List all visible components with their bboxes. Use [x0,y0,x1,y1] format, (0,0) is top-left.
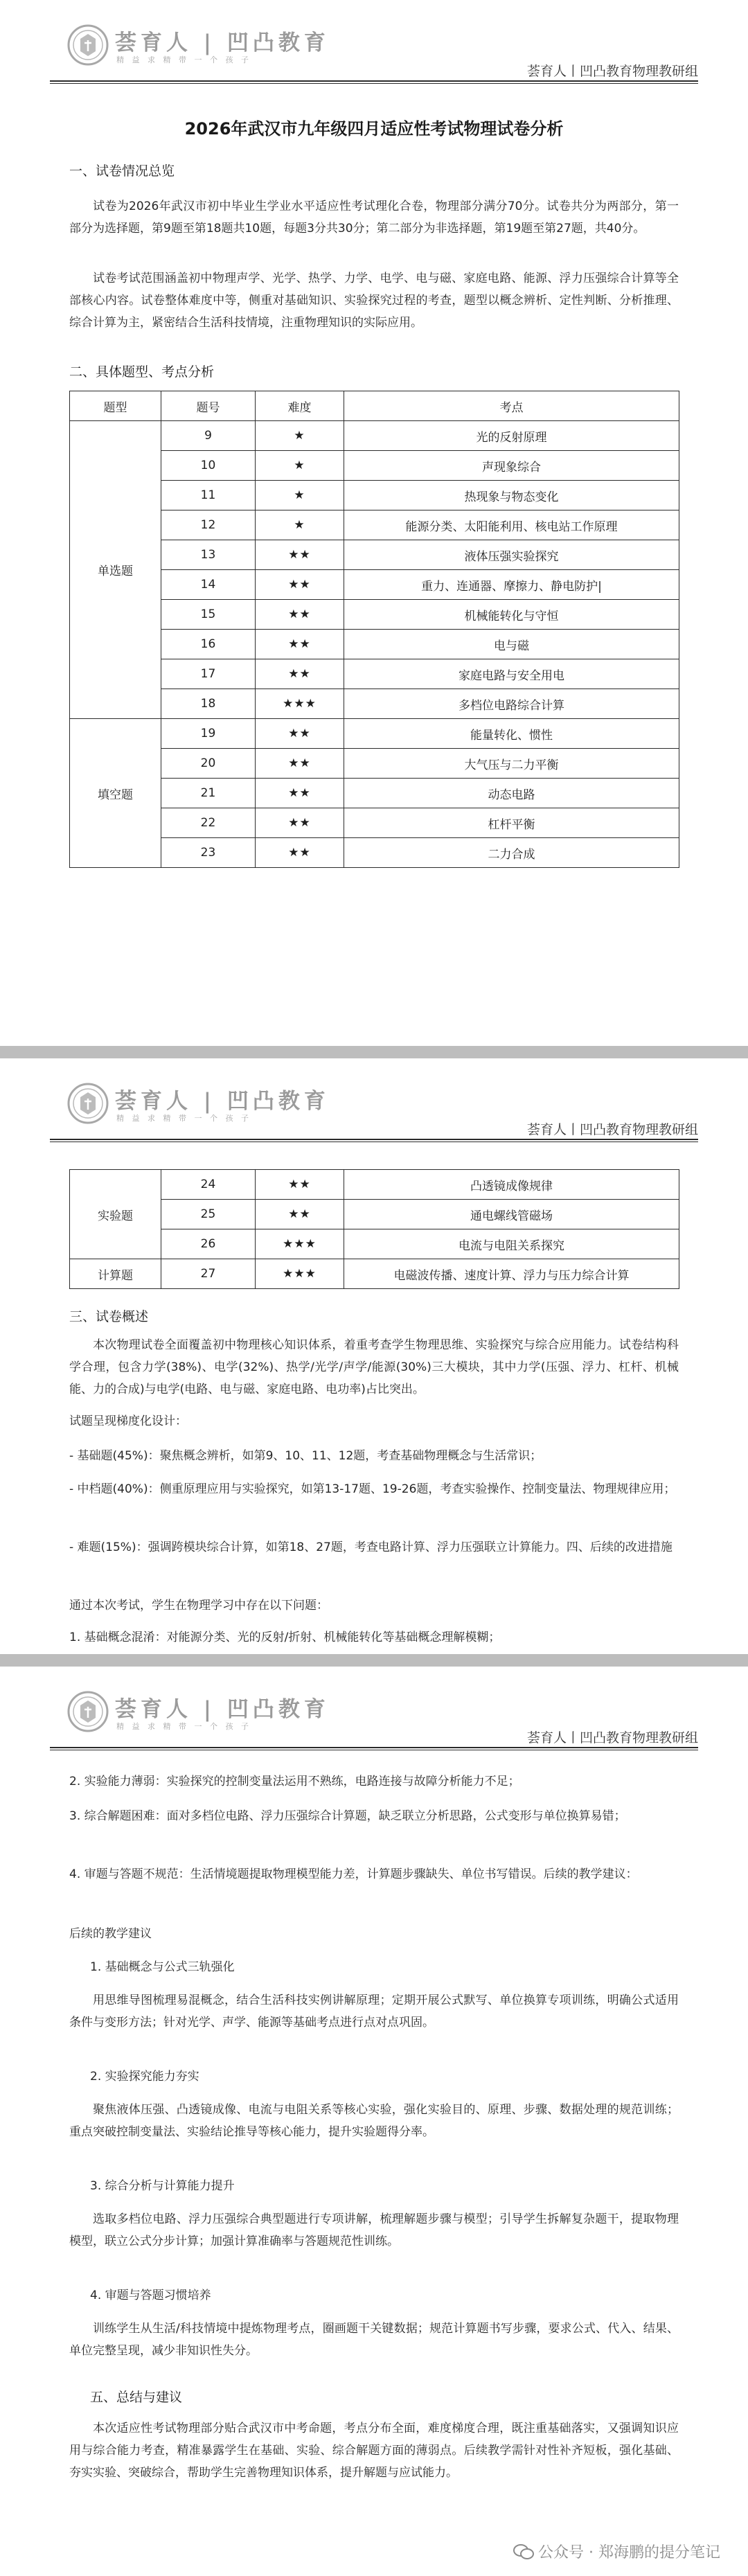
column-header-type: 题型 [70,391,161,421]
table-row [70,570,679,600]
gradient-medium: - 中档题(40%)：侧重原理应用与实验探究，如第13-17题、19-26题，考查实验操作、控制变量法、物理规律应用； [69,1482,676,1496]
table-row [70,749,679,779]
page-1 [0,0,748,1046]
cell-topic: 动态电路 [344,779,679,808]
page-header [0,1058,748,1142]
section-1-paragraph-2: 试卷考试范围涵盖初中物理声学、光学、热学、力学、电学、电与磁、家庭电路、能源、浮力压强综合计算等全部核心内容。试卷整体难度中等，侧重对基础知识、实验探究过程的考查，题型以概念辨析、定性判断、分析推理、综合计算为主，紧密结合生活科技情境，注重物理知识的实际应用。 [69,272,679,330]
page-header [0,1667,748,1750]
suggestion-3-title: 3. 综合分析与计算能力提升 [90,2179,235,2193]
table-row [70,689,679,719]
cell-topic: 大气压与二力平衡 [344,749,679,779]
logo-wordmark: 荟育人 | 凹凸教育 [115,1697,330,1722]
suggestion-1-text: 用思维导图梳理易混概念，结合生活科技实例讲解原理；定期开展公式默写、单位换算专项训练，明确公式适用条件与变形方法；针对光学、声学、能源等基础考点进行点对点巩固。 [69,1993,679,2029]
table-row [70,481,679,510]
cell-difficulty-stars: ★★★ [256,1229,344,1259]
cell-difficulty-stars: ★★ [256,838,344,868]
cell-topic: 二力合成 [344,838,679,868]
cell-question-type: 单选题 [70,421,161,719]
cell-topic: 重力、连通器、摩擦力、静电防护| [344,570,679,600]
header-rule [50,1747,698,1748]
table-row [70,1200,679,1229]
cell-topic: 电磁波传播、速度计算、浮力与压力综合计算 [344,1259,679,1289]
problems-intro: 通过本次考试，学生在物理学习中存在以下问题： [69,1599,328,1613]
column-header-difficulty: 难度 [256,391,344,421]
watermark-text: 公众号 · 郑海鹏的提分笔记 [538,2544,720,2561]
table-row [70,1229,679,1259]
table-row [70,719,679,749]
exam-analysis-table-part-1 [69,391,679,868]
header-org-label: 荟育人丨凹凸教育物理教研组 [526,1122,698,1137]
page-3 [0,1667,748,2576]
cell-difficulty-stars: ★ [256,421,344,451]
cell-difficulty-stars: ★★ [256,659,344,689]
cell-question-number: 23 [161,838,256,868]
cell-question-number: 15 [161,600,256,630]
crest-icon [66,1690,109,1733]
cell-question-number: 12 [161,510,256,540]
header-rule [50,1139,698,1140]
cell-difficulty-stars: ★ [256,481,344,510]
problem-2: 2. 实验能力薄弱：实验探究的控制变量法运用不熟练，电路连接与故障分析能力不足； [69,1775,520,1788]
column-header-number: 题号 [161,391,256,421]
cell-question-number: 16 [161,630,256,659]
cell-question-number: 27 [161,1259,256,1289]
cell-question-number: 25 [161,1200,256,1229]
header-org-label: 荟育人丨凹凸教育物理教研组 [526,1730,698,1746]
cell-question-number: 18 [161,689,256,719]
table-row [70,421,679,451]
cell-difficulty-stars: ★ [256,451,344,481]
cell-difficulty-stars: ★★ [256,1170,344,1200]
problem-1: 1. 基础概念混淆：对能源分类、光的反射/折射、机械能转化等基础概念理解模糊； [69,1631,501,1644]
cell-question-number: 20 [161,749,256,779]
header-rule-thin [50,83,698,84]
cell-topic: 热现象与物态变化 [344,481,679,510]
cell-difficulty-stars: ★ [256,510,344,540]
table-row [70,659,679,689]
suggestion-3-text: 选取多档位电路、浮力压强综合典型题进行专项讲解，梳理解题步骤与模型；引导学生拆解复杂题干，提取物理模型，联立公式分步计算；加强计算准确率与答题规范性训练。 [69,2212,679,2248]
page-header [0,0,748,83]
logo-slogan: 精 益 求 精 带 一 个 孩 子 [116,1722,251,1731]
cell-topic: 电与磁 [344,630,679,659]
cell-question-number: 17 [161,659,256,689]
cell-difficulty-stars: ★★★ [256,1259,344,1289]
watermark [513,2541,720,2562]
cell-question-type: 计算题 [70,1259,161,1289]
suggestion-4-title: 4. 审题与答题习惯培养 [90,2289,211,2302]
wechat-icon [513,2544,534,2559]
suggestion-4-text: 训练学生从生活/科技情境中提炼物理考点，圈画题干关键数据；规范计算题书写步骤，要求公式、代入、结果、单位完整呈现，减少非知识性失分。 [69,2322,679,2358]
cell-question-number: 10 [161,451,256,481]
table-row [70,779,679,808]
cell-question-number: 21 [161,779,256,808]
table-row [70,808,679,838]
problem-4: 4. 审题与答题不规范：生活情境题提取物理模型能力差，计算题步骤缺失、单位书写错误。后续的教学建议： [69,1867,638,1881]
column-header-topic: 考点 [344,391,679,421]
section-1-paragraph-1: 试卷为2026年武汉市初中毕业生学业水平适应性考试理化合卷，物理部分满分70分。试卷共分为两部分，第一部分为选择题，第9题至第18题共10题，每题3分共30分；第二部分为非选择题，第19题至第27题，共40分。 [69,199,679,236]
logo-slogan: 精 益 求 精 带 一 个 孩 子 [116,1114,251,1123]
gradient-hard: - 难题(15%)：强调跨模块综合计算，如第18、27题，考查电路计算、浮力压强联立计算能力。四、后续的改进措施 [69,1540,673,1554]
section-3-heading: 三、试卷概述 [69,1309,149,1324]
cell-question-number: 22 [161,808,256,838]
section-2-heading: 二、具体题型、考点分析 [69,364,215,380]
cell-question-number: 24 [161,1170,256,1200]
cell-difficulty-stars: ★★ [256,630,344,659]
cell-topic: 凸透镜成像规律 [344,1170,679,1200]
table-row [70,838,679,868]
logo [66,24,330,69]
cell-question-number: 9 [161,421,256,451]
section-5-text: 本次适应性考试物理部分贴合武汉市中考命题，考点分布全面，难度梯度合理，既注重基础落实，又强调知识应用与综合能力考查，精准暴露学生在基础、实验、综合解题方面的薄弱点。后续教学需针对性补齐短板，强化基础、夯实实验、突破综合，帮助学生完善物理知识体系，提升解题与应试能力。 [69,2422,679,2480]
cell-difficulty-stars: ★★ [256,779,344,808]
logo [66,1690,330,1736]
cell-question-type: 填空题 [70,719,161,868]
cell-question-number: 13 [161,540,256,570]
suggestion-2-title: 2. 实验探究能力夯实 [90,2070,199,2084]
cell-question-number: 26 [161,1229,256,1259]
gradient-title: 试题呈现梯度化设计： [69,1414,187,1428]
cell-difficulty-stars: ★★ [256,600,344,630]
section-5-heading: 五、总结与建议 [90,2390,183,2405]
cell-topic: 能量转化、惯性 [344,719,679,749]
cell-difficulty-stars: ★★ [256,749,344,779]
cell-topic: 声现象综合 [344,451,679,481]
cell-topic: 光的反射原理 [344,421,679,451]
logo-slogan: 精 益 求 精 带 一 个 孩 子 [116,55,251,64]
cell-topic: 机械能转化与守恒 [344,600,679,630]
table-header-row [70,391,679,421]
logo-wordmark: 荟育人 | 凹凸教育 [115,1089,330,1114]
suggestion-1-title: 1. 基础概念与公式三轨强化 [90,1960,235,1974]
cell-question-type: 实验题 [70,1170,161,1259]
cell-topic: 多档位电路综合计算 [344,689,679,719]
cell-difficulty-stars: ★★ [256,1200,344,1229]
page-2 [0,1058,748,1654]
table-row [70,600,679,630]
cell-difficulty-stars: ★★ [256,808,344,838]
cell-difficulty-stars: ★★ [256,570,344,600]
cell-difficulty-stars: ★★ [256,540,344,570]
table-row [70,630,679,659]
exam-analysis-table-part-2 [69,1169,679,1289]
cell-topic: 家庭电路与安全用电 [344,659,679,689]
section-1-heading: 一、试卷情况总览 [69,163,175,179]
cell-question-number: 11 [161,481,256,510]
suggest-title: 后续的教学建议 [69,1927,152,1941]
crest-icon [66,1082,109,1125]
table-row [70,451,679,481]
section-3-intro: 本次物理试卷全面覆盖初中物理核心知识体系，着重考查学生物理思维、实验探究与综合应用能力。试卷结构科学合理，包含力学(38%)、电学(32%)、热学/光学/声学/能源(30%)三大模块，其中力学(压强、浮力、杠杆、机械能、力的合成)与电学(电路、电与磁、家庭电路、电功率)占比突出。 [69,1338,679,1396]
problem-3: 3. 综合解题困难：面对多档位电路、浮力压强综合计算题，缺乏联立分析思路，公式变形与单位换算易错； [69,1809,626,1823]
crest-icon [66,24,109,66]
suggestion-2-text: 聚焦液体压强、凸透镜成像、电流与电阻关系等核心实验，强化实验目的、原理、步骤、数据处理的规范训练；重点突破控制变量法、实验结论推导等核心能力，提升实验题得分率。 [69,2103,679,2139]
table-row [70,540,679,570]
table-row [70,510,679,540]
cell-topic: 杠杆平衡 [344,808,679,838]
table-row [70,1170,679,1200]
cell-topic: 电流与电阻关系探究 [344,1229,679,1259]
cell-difficulty-stars: ★★★ [256,689,344,719]
gradient-basic: - 基础题(45%)：聚焦概念辨析，如第9、10、11、12题，考查基础物理概念与生活常识； [69,1449,542,1463]
cell-question-number: 14 [161,570,256,600]
logo [66,1082,330,1128]
cell-topic: 液体压强实验探究 [344,540,679,570]
cell-topic: 能源分类、太阳能利用、核电站工作原理 [344,510,679,540]
document-title: 2026年武汉市九年级四月适应性考试物理试卷分析 [184,119,564,139]
cell-difficulty-stars: ★★ [256,719,344,749]
header-org-label: 荟育人丨凹凸教育物理教研组 [526,64,698,79]
cell-topic: 通电螺线管磁场 [344,1200,679,1229]
cell-question-number: 19 [161,719,256,749]
table-row [70,1259,679,1289]
logo-wordmark: 荟育人 | 凹凸教育 [115,30,330,55]
header-rule [50,80,698,82]
